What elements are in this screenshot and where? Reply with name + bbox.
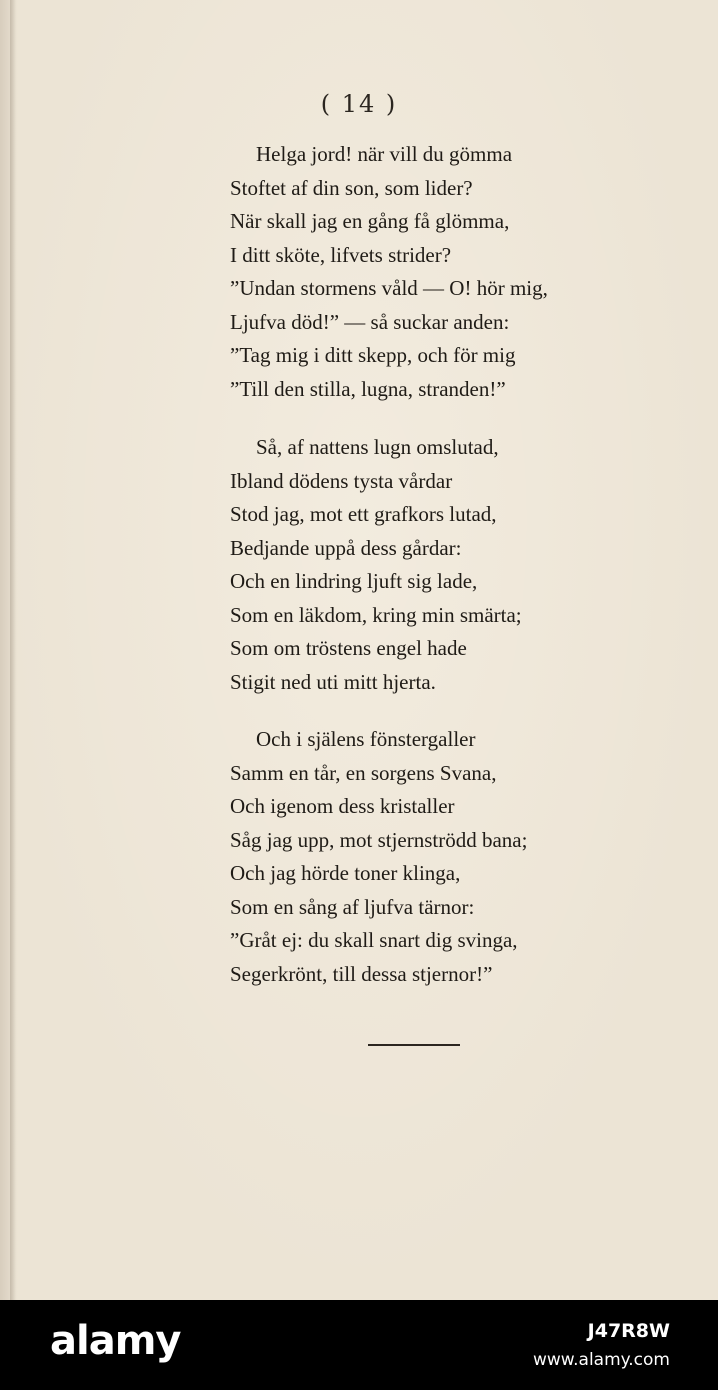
verse-line: I ditt sköte, lifvets strider? — [230, 242, 452, 267]
page-number: ( 14 ) — [320, 90, 398, 118]
verse-line: Och igenom dess kristaller — [230, 794, 455, 818]
verse-line: Bedjande uppå dess gårdar: — [230, 535, 462, 560]
verse-line: Samm en tår, en sorgens Svana, — [230, 760, 497, 785]
verse-line: ”Gråt ej: du skall snart dig svinga, — [230, 928, 518, 952]
verse-line: ”Tag mig i ditt skepp, och för mig — [230, 343, 516, 367]
alamy-logo: alamy — [50, 1318, 181, 1364]
verse-line: Och jag hörde toner klinga, — [230, 861, 461, 885]
verse-line: Stoftet af din son, som lider? — [230, 175, 473, 200]
verse-line: Segerkrönt, till dessa stjernor!” — [230, 961, 493, 986]
verse-line: Såg jag upp, mot stjernströdd bana; — [230, 827, 528, 852]
stanza — [230, 431, 522, 699]
verse-line: Helga jord! när vill du gömma — [256, 142, 513, 166]
page-spine-shadow — [10, 0, 16, 1300]
closing-rule — [368, 1044, 460, 1046]
verse-line: Stigit ned uti mitt hjerta. — [230, 669, 436, 694]
verse-line: Som en sång af ljufva tärnor: — [230, 894, 475, 919]
verse-line: När skall jag en gång få glömma, — [230, 209, 510, 233]
verse-line: Som om tröstens engel hade — [230, 636, 467, 660]
watermark-footer — [0, 1300, 718, 1390]
verse-line: Ljufva död!” — så suckar anden: — [230, 309, 510, 334]
verse-line: ”Undan stormens våld — O! hör mig, — [230, 276, 548, 300]
verse-line: ”Till den stilla, lugna, stranden!” — [230, 376, 506, 401]
site-url: www.alamy.com — [532, 1350, 670, 1370]
verse-line: Så, af nattens lugn omslutad, — [256, 435, 499, 459]
verse-line: Och en lindring ljuft sig lade, — [230, 569, 478, 593]
verse-line: Ibland dödens tysta vårdar — [230, 468, 453, 493]
verse-line: Stod jag, mot ett grafkors lutad, — [230, 502, 497, 526]
stanza — [230, 138, 548, 406]
image-id: J47R8W — [587, 1320, 670, 1342]
verse-line: Som en läkdom, kring min smärta; — [230, 602, 522, 627]
verse-line: Och i själens fönstergaller — [256, 727, 476, 751]
stanza — [230, 723, 527, 991]
